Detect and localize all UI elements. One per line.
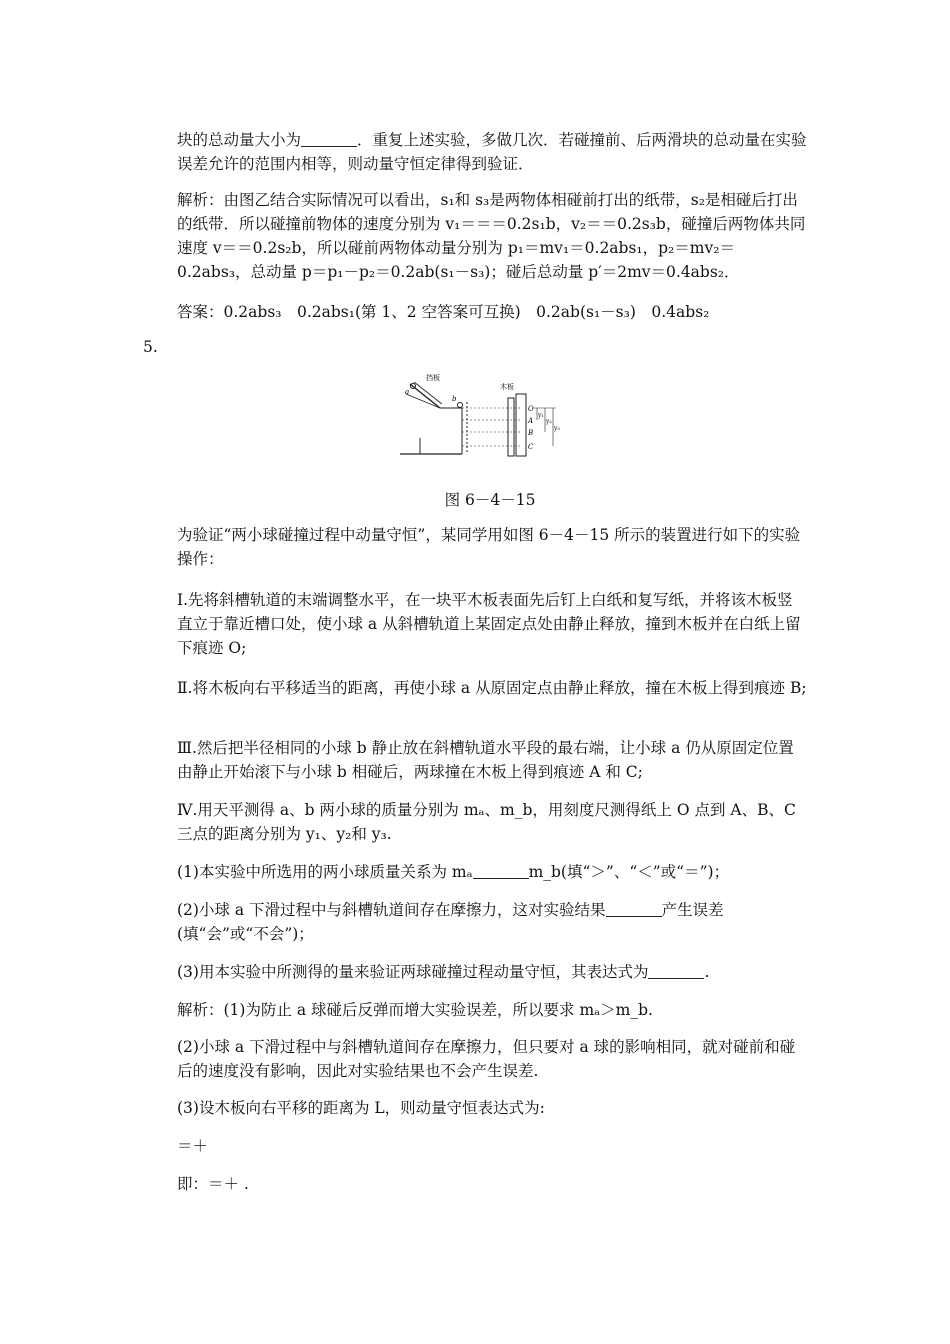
answer-blank xyxy=(648,962,704,979)
answer-blank xyxy=(473,862,529,879)
label-y1: y₁ xyxy=(538,412,544,419)
label-C: C xyxy=(528,443,534,451)
text: 块的总动量大小为 xyxy=(177,131,302,149)
question-number: 5. xyxy=(143,338,158,356)
text: . xyxy=(704,963,710,981)
label-B: B xyxy=(528,429,534,437)
ramp-support xyxy=(406,394,440,408)
text: 产生误差(填“会”或“不会”)； xyxy=(177,901,724,943)
step-2: Ⅱ.将木板向右平移适当的距离，再使小球 a 从原固定点由静止释放，撞在木板上得到痕迹 B; xyxy=(177,679,807,697)
text: (1)本实验中所选用的两小球质量关系为 mₐ xyxy=(177,863,473,881)
sub-question-3 xyxy=(177,960,807,984)
question-intro: 为验证“两小球碰撞过程中动量守恒”，某同学用如图 6－4－15 所示的装置进行如下的实验操作： xyxy=(177,526,801,568)
analysis-result: 即：＝＋ . xyxy=(177,1175,249,1193)
label-A: A xyxy=(528,417,534,425)
answer-blank xyxy=(606,900,662,917)
experiment-figure xyxy=(400,368,560,468)
step-4: Ⅳ.用天平测得 a、b 两小球的质量分别为 mₐ、m_b，用刻度尺测得纸上 O 点到 A、B、C 三点的距离分别为 y₁、y₂和 y₃. xyxy=(177,801,796,843)
board-moved xyxy=(508,398,514,456)
label-y2: y₂ xyxy=(546,418,552,425)
analysis-paragraph: 解析：由图乙结合实际情况可以看出，s₁和 s₃是两物体相碰前打出的纸带，s₂是相碰后打出的纸带．所以碰撞前物体的速度分别为 v₁＝＝＝0.2s₁b，v₂＝＝0.2s₃b，碰撞后两物体共同速度 v＝＝0.2s₂b，所以碰前两物体动量分别为 p₁＝mv₁＝0.2abs₁，p₂＝mv₂＝0.2abs₃，总动量 p＝p₁－p₂＝0.2ab(s₁－s₃)；碰后总动量 p′＝2mv＝0.4abs₂． xyxy=(177,191,806,281)
ball-b xyxy=(458,403,463,408)
label-dangban: 挡板 xyxy=(426,374,440,382)
step-3: Ⅲ.然后把半径相同的小球 b 静止放在斜槽轨道水平段的最右端，让小球 a 仍从原固定位置由静止开始滚下与小球 b 相碰后，两球撞在木板上得到痕迹 A 和 C; xyxy=(177,739,794,781)
sub-question-2 xyxy=(177,898,807,946)
figure-caption: 图 6－4－15 xyxy=(444,491,536,509)
board-paper xyxy=(516,394,526,456)
label-muban: 木板 xyxy=(500,383,514,391)
text: ．重复上述实验，多做几次．若碰撞前、后两滑块的总动量在实验误差允许的范围内相等，则动量守恒定律得到验证． xyxy=(177,131,807,173)
sub-question-1 xyxy=(177,860,807,884)
text: m_b(填“＞”、“＜”或“＝”)； xyxy=(528,863,730,881)
label-b: b xyxy=(452,395,457,403)
step-1: Ⅰ.先将斜槽轨道的末端调整水平，在一块平木板表面先后钉上白纸和复写纸，并将该木板竖直立于靠近槽口处，使小球 a 从斜槽轨道上某固定点处由静止释放，撞到木板并在白纸上留下痕迹 O; xyxy=(177,591,801,657)
label-a: a xyxy=(405,388,410,396)
answer-blank xyxy=(301,130,357,147)
analysis-2: (2)小球 a 下滑过程中与斜槽轨道间存在摩擦力，但只要对 a 球的影响相同，就对碰前和碰后的速度没有影响，因此对实验结果也不会产生误差. xyxy=(177,1038,796,1080)
paragraph-total-momentum xyxy=(177,128,807,176)
text: (2)小球 a 下滑过程中与斜槽轨道间存在摩擦力，这对实验结果 xyxy=(177,901,606,919)
answer-paragraph: 答案：0.2abs₃ 0.2abs₁(第 1、2 空答案可互换) 0.2ab(s₁－s₃) 0.4abs₂ xyxy=(177,303,710,321)
label-O: O xyxy=(528,405,534,413)
label-y3: y₃ xyxy=(554,425,560,432)
ramp-rail xyxy=(414,382,442,404)
text: (3)用本实验中所测得的量来验证两球碰撞过程动量守恒，其表达式为 xyxy=(177,963,649,981)
analysis-formula: ＝＋ xyxy=(177,1137,209,1155)
analysis-1: 解析：(1)为防止 a 球碰后反弹而增大实验误差，所以要求 mₐ＞m_b. xyxy=(177,1001,653,1019)
analysis-3: (3)设木板向右平移的距离为 L，则动量守恒表达式为: xyxy=(177,1099,545,1117)
